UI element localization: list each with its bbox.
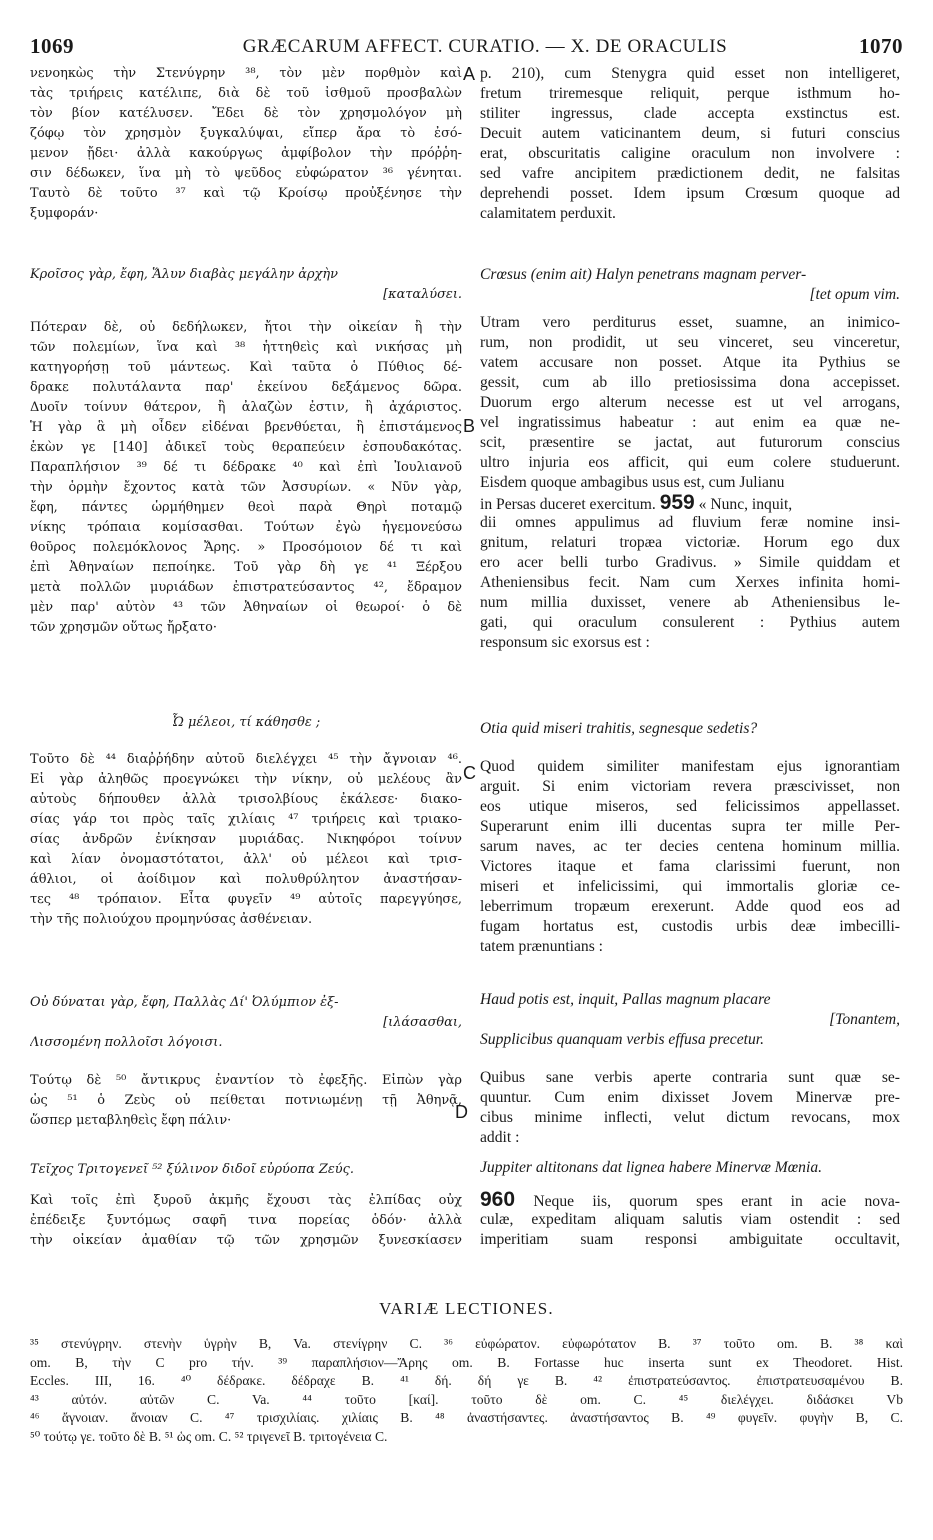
- verse-line: Κροῖσος γὰρ, ἔφη, Ἅλυν διαβὰς μεγάλην ἀρχὴν: [30, 267, 338, 282]
- page-number-left: 1069: [30, 34, 74, 58]
- text-line: sarum naves, ac ter decies centena hominum millia.: [480, 838, 900, 855]
- text-line: tatem prænuntians :: [480, 938, 603, 955]
- text-line: gati, qui oraculum consulerent : Pythius autem: [480, 614, 900, 631]
- text-line: ero acer belli turbo Gradivus. » Simile quiddam et: [480, 554, 900, 571]
- text-line: τὴν οἰκείαν ἀμαθίαν τῷ τῶν χρησμῶν ξυνεσκίασεν: [30, 1233, 462, 1248]
- verse-line: Λισσομένη πολλοῖσι λόγοισι.: [30, 1035, 223, 1050]
- greek-verse: [30, 265, 462, 305]
- verse-line: Supplicibus quanquam verbis effusa precetur.: [480, 1031, 764, 1048]
- text-line: Decuit autem vaticinantem deum, si futuri conscius: [480, 125, 900, 142]
- running-header: [30, 34, 903, 60]
- margin-letter-b: B: [463, 416, 476, 436]
- text-line: Duorum ergo alterum necesse est ut vel arrogans,: [480, 394, 900, 411]
- text-line: eos utique miseros, sed felicissimos appellasset.: [480, 798, 900, 815]
- verse-line: Otia quid miseri trahitis, segnesque sedetis?: [480, 720, 758, 737]
- text-line: culæ, expeditam aliquam salutis viam ostendit : sed: [480, 1211, 900, 1228]
- text-line: Εἰ γὰρ ἀληθῶς προεγνώκει τὴν νίκην, οὐ μελέους ἂν: [30, 772, 462, 787]
- text-line: vel ingratissimus habeatur : aut enim ea quæ ne-: [480, 414, 900, 431]
- text-line: quuntur. Cum enim dixisset Jovem Minervæ pre-: [480, 1089, 900, 1106]
- verse-line: [ιλάσασθαι,: [383, 1015, 462, 1030]
- text-line: gnitum, relaturi tropæa victoriæ. Horum ego dux: [480, 534, 900, 551]
- greek-paragraph: [30, 64, 462, 224]
- text-line: Καὶ τοῖς ἐπὶ ξυροῦ ἀκμῆς ἔχουσι τὰς ἐλπίδας οὐχ: [30, 1193, 462, 1208]
- text-line: num millia duxisset, venere ab Atheniensibus le-: [480, 594, 900, 611]
- column-number-960: 960: [480, 1190, 516, 1210]
- note-line: ⁴⁶ ἄγνοιαν. ἄνοιαν C. ⁴⁷ τρισχιλίαις. χιλίαις B. ⁴⁸ ἀναστήσαντες. ἀναστήσαντος B. ⁴⁹ φυγεῖν. φυγὴν B, C.: [30, 1410, 903, 1425]
- text-line: imperitiam suam responsi ambiguitate occultavit,: [480, 1231, 900, 1248]
- margin-letter-d: D: [455, 1102, 468, 1122]
- greek-verse: [30, 993, 462, 1053]
- text-segment: in Persas duceret exercitum.: [480, 496, 660, 513]
- greek-paragraph: [30, 1191, 462, 1251]
- running-title: GRÆCARUM AFFECT. CURATIO. — X. DE ORACULIS: [242, 36, 728, 57]
- text-line: dii omnes appulimus ad fluvium feræ nomine insi-: [480, 514, 900, 531]
- text-line: fugam hortatus est, custodis urbis deæ imbecilli-: [480, 918, 900, 935]
- text-line: ζόφῳ τὸν χρησμὸν ξυγκαλύψαι, εἴπερ ἄρα τὸ ἐσό-: [30, 126, 462, 141]
- latin-verse: [480, 719, 900, 739]
- text-line: σίας ἀνδρῶν ἐνίκησαν μυριάδας. Νικηφόροι τοίνυν: [30, 832, 462, 847]
- greek-paragraph: [30, 750, 462, 930]
- column-number-959: 959: [659, 493, 695, 513]
- text-line: Quod quidem similiter manifestam ejus ignorantiam: [480, 758, 900, 775]
- text-line: σιν δέδωκεν, ἵνα μὴ τὸ ψεῦδος εὐφώρατον ³⁶ γένηται.: [30, 166, 462, 181]
- text-line: μετὰ πολλῶν μυριάδων ἐπιστρατεύσαντος ⁴², ἔδραμον: [30, 580, 462, 595]
- text-segment: Neque iis, quorum spes erant in acie nova-: [515, 1193, 900, 1210]
- text-line: σίας γάρ τοι πρὸς ταῖς χιλίαις ⁴⁷ τριήρεις καὶ τριακο-: [30, 812, 462, 827]
- verse-line: Τεῖχος Τριτογενεῖ ⁵² ξύλινον διδοῖ εὐρύοπα Ζεύς.: [30, 1162, 354, 1177]
- text-line: Utram vero perditurus esset, suamne, an inimico-: [480, 314, 900, 331]
- text-line: Atheniensibus fecit. Nam cum Xerxes infinita homi-: [480, 574, 900, 591]
- text-line-959: [480, 493, 900, 513]
- note-line: ⁴³ αὐτόν. αὐτῶν C. Va. ⁴⁴ τοῦτο [καί]. τοῦτο δὲ om. C. ⁴⁵ διελέγχει. διδάσκει Vb: [30, 1391, 903, 1407]
- text-line: δρακε πολυτάλαντα παρ' ἐκείνου δεξάμενος δῶρα.: [30, 380, 462, 395]
- latin-paragraph: [480, 757, 900, 957]
- text-line: ultro injuria eos afficit, qui eum colere studuerunt.: [480, 454, 900, 471]
- verse-line: Crœsus (enim ait) Halyn penetrans magnam perver-: [480, 266, 807, 283]
- verse-line: Haud potis est, inquit, Pallas magnum placare: [480, 991, 771, 1008]
- text-line: άθλιοι, οἱ ἀοίδιμον καὶ πολυθρύλητον ἀναστήσαν-: [30, 872, 462, 887]
- note-line: ⁵⁰ τούτῳ γε. τοῦτο δὲ B. ⁵¹ ὡς om. C. ⁵² τριγενεῖ B. τριτογένεια C.: [30, 1428, 388, 1444]
- text-line: stiliter ingressus, clade accepta exstinctus est.: [480, 105, 900, 122]
- verse-line: [tet opum vim.: [809, 286, 900, 303]
- text-line: τὴν ὁρμὴν ἔχοντος κατὰ τῶν Ἀσσυρίων. « Νῦν γὰρ,: [30, 480, 462, 495]
- text-line: Δυοῖν τοίνυν θάτερον, ἢ ἀλαζὼν ἐστιν, ἢ ἀχάριστος.: [30, 400, 462, 415]
- greek-paragraph: [30, 1071, 462, 1131]
- text-line: ἐπὶ Ἀθηναίων πεποίηκε. Τοῦ γὰρ δὴ γε ⁴¹ Ξέρξου: [30, 560, 462, 575]
- text-line: τῶν χρησμῶν οὕτως ἤρξατο·: [30, 620, 217, 635]
- text-line: responsum sic exorsus est :: [480, 634, 650, 651]
- note-line: ³⁵ στενύγρην. στενὴν ὑγρὴν B, Va. στενίγρην C. ³⁶ εὐφώρατον. εὐφωρότατον B. ³⁷ τοῦτο om. B. ³⁸ καὶ: [30, 1336, 903, 1351]
- verse-line: Οὐ δύναται γὰρ, ἔφη, Παλλὰς Δί' Ὀλύμπιον ἐξ-: [30, 995, 339, 1010]
- text-line: addit :: [480, 1129, 520, 1146]
- verse-line: [Tonantem,: [829, 1011, 900, 1028]
- text-line: τὰς τριήρεις κατέλιπε, διὰ δὲ τοῦ ἰσθμοῦ προσβαλὼν: [30, 86, 462, 101]
- note-line: Eccles. III, 16. ⁴⁰ δέδρακε. δέδραχε B. ⁴¹ δή. δή γε B. ⁴² ἐπιστρατεύσαντος. ἐπιστρατευσαμένου B.: [30, 1373, 903, 1388]
- verse-line: Juppiter altitonans dat lignea habere Minervæ Mœnia.: [480, 1159, 823, 1176]
- text-line: Quibus sane verbis aperte contraria sunt quæ se-: [480, 1069, 900, 1086]
- text-line: Τούτῳ δὲ ⁵⁰ ἄντικρυς ἐναντίον τὸ ἐφεξῆς. Εἰπὼν γὰρ: [30, 1073, 462, 1088]
- text-line: τὴν τῆς πολιούχου προμηνύσας ἀσθένειαν.: [30, 912, 313, 927]
- text-line: sed vafre ancipitem prædictionem dedit, ne falsitas: [480, 165, 900, 182]
- text-line: cibus minime inflecti, velut dictum revocans, mox: [480, 1109, 900, 1126]
- greek-paragraph: [30, 318, 462, 638]
- text-line: μενον ᾔδει· ἀλλὰ κακούργως ἀμφίβολον τὴν πρόῤῥη-: [30, 146, 462, 161]
- text-line: vatem accusare non posset. Atque ita Pythius se: [480, 354, 900, 371]
- latin-paragraph: [480, 64, 900, 224]
- text-line: καὶ λίαν ὀνομαστότατοι, ἀλλ' οὐ μέλεοι καὶ τρισ-: [30, 852, 462, 867]
- variae-lectiones-notes: [30, 1335, 903, 1446]
- page-number-right: 1070: [859, 34, 903, 58]
- latin-paragraph: [480, 1190, 900, 1250]
- latin-verse: [480, 990, 900, 1050]
- text-line: erat, obscuritatis caligine oraculum non involvere :: [480, 145, 900, 162]
- text-line: ἐπέδειξε ξυντόμως σαφῆ τινα πορείας ὁδόν· ἀλλὰ: [30, 1213, 462, 1228]
- text-line: Τοῦτο δὲ ⁴⁴ διαῤῥήδην αὐτοῦ διελέγχει ⁴⁵ τὴν ἄγνοιαν ⁴⁶.: [30, 752, 462, 767]
- text-line: ὥσπερ μεταβληθεὶς ἔφη πάλιν·: [30, 1113, 232, 1128]
- text-line: ἑκὼν γε [140] ἀδικεῖ τοὺς θεραπεύειν ἐσπουδακότας.: [30, 440, 462, 455]
- text-line: Victores itaque et fama clarissimi fuerunt, non: [480, 858, 900, 875]
- text-line: p. 210), cum Stenygra quid esset non intelligeret,: [480, 65, 900, 82]
- text-line: fretum triremesque reliquit, perque isthmum ho-: [480, 85, 900, 102]
- text-line: νενοηκὼς τὴν Στενύγρην ³⁸, τὸν μὲν πορθμὸν καὶ: [30, 66, 462, 81]
- note-line: om. B, τὴν C pro τήν. ³⁹ παραπλήσιον—Ἄρης om. B. Fortasse huc inserta sunt ex Theodoret. Hist.: [30, 1354, 903, 1370]
- text-line: Παραπλήσιον ³⁹ δέ τι δέδρακε ⁴⁰ καὶ ἐπὶ Ἰουλιανοῦ: [30, 460, 462, 475]
- text-line: leberrimum tropæum erexerunt. Adde quod eos ad: [480, 898, 900, 915]
- text-line: miseri et infelicissimi, qui immortalis gloriæ ce-: [480, 878, 900, 895]
- text-line: ὡς ⁵¹ ὁ Ζεὺς οὐ πείθεται ποτνιωμένῃ τῇ Ἀθηνᾷ,: [30, 1093, 462, 1108]
- text-line: τῶν πολεμίων, ἵνα καὶ ³⁸ ἡττηθεὶς καὶ νικήσας μὴ: [30, 340, 462, 355]
- text-line: Ταυτὸ δὲ τοῦτο ³⁷ καὶ τῷ Κροίσῳ προὐξένησε τὴν: [30, 186, 462, 201]
- verse-line: [καταλύσει.: [383, 287, 462, 302]
- greek-verse: [30, 1160, 462, 1180]
- verse-line: Ὦ μέλεοι, τί κάθησθε ;: [171, 715, 321, 730]
- variae-lectiones-heading: VARIÆ LECTIONES.: [379, 1299, 554, 1318]
- latin-verse: [480, 1158, 900, 1178]
- text-line: ἔφη, πάντες ὡρμήθημεν θεοὶ παρὰ Θηρὶ ποταμῷ: [30, 500, 462, 515]
- text-line: τες ⁴⁸ τρόπαιον. Εἶτα φυγεῖν ⁴⁹ αὐτοῖς παρεγγύησε,: [30, 892, 462, 907]
- text-line: Superarunt enim illi ducentas supra ter mille Per-: [480, 818, 900, 835]
- text-line: μὲν παρ' αὐτὸν ⁴³ τῶν Ἀθηναίων οἱ θεωροί· ὁ δὲ: [30, 600, 462, 615]
- text-line-960: [480, 1190, 900, 1210]
- text-line: calamitatem perduxit.: [480, 205, 616, 222]
- margin-letter-a: A: [463, 64, 476, 84]
- latin-verse: [480, 265, 900, 305]
- greek-verse: [30, 713, 462, 733]
- text-line: arguit. Si enim victoriam revera præscivisset, non: [480, 778, 900, 795]
- text-segment: « Nunc, inquit,: [694, 496, 793, 513]
- text-line: Eisdem quoque ambagibus usus est, cum Julianu: [480, 474, 785, 491]
- margin-letter-c: C: [463, 763, 476, 783]
- text-line: θοῦρος πολεμόκλονος Ἄρης. » Προσόμοιον δέ τι καὶ: [30, 540, 462, 555]
- text-line: gessit, cum ab illo pretiosissima dona accepisset.: [480, 374, 900, 391]
- text-line: scit, præsentire se jactat, aut futurorum conscius: [480, 434, 900, 451]
- text-line: αὐτοὺς δήπουθεν ἀλλὰ τρισολβίους ἐκάλεσε· διακο-: [30, 792, 462, 807]
- text-line: ξυμφοράν·: [30, 206, 99, 221]
- text-line: κατηγορήσῃ τοῦ μάντεως. Καὶ ταῦτα ὁ Πύθιος δέ-: [30, 360, 462, 375]
- text-line: Ἡ γὰρ ἃ μὴ οἶδεν εἰδέναι βρενθύεται, ἢ ἐπιστάμενος: [30, 420, 462, 435]
- text-line: Πότεραν δὲ, οὐ δεδήλωκεν, ἤτοι τὴν οἰκείαν ἢ τὴν: [30, 320, 462, 335]
- latin-paragraph: [480, 313, 900, 653]
- text-line: deprehendi posset. Idem ipsum Crœsum quoque ad: [480, 185, 900, 202]
- text-line: τὸν βίον κατέλυσεν. Ἔδει δὲ τὸν χρησμολόγον μὴ: [30, 106, 462, 121]
- text-line: rum, non prodidit, ut seu vinceret, seu vinceretur,: [480, 334, 900, 351]
- text-line: νίκης τρόπαια κομίσασθαι. Τούτων ἐγὼ ἡγεμονεύσω: [30, 520, 462, 535]
- latin-paragraph: [480, 1068, 900, 1148]
